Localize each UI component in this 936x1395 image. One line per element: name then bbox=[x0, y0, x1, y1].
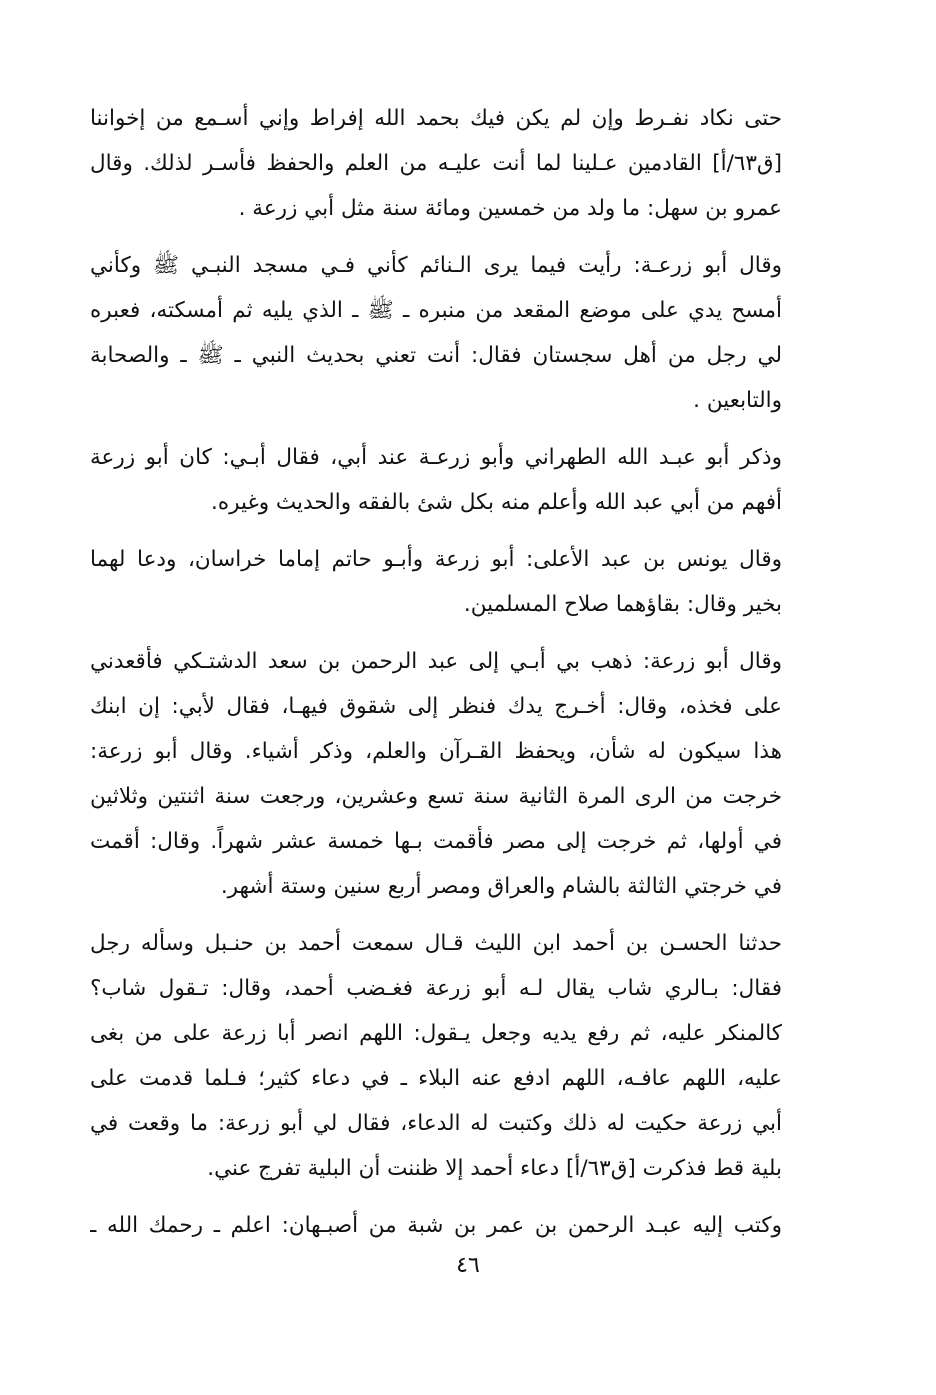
text-line: عليه، اللهم عافـه، اللهم ادفع عنه البلاء ـ في دعاء كثير؛ فـلما قدمت على bbox=[90, 1066, 782, 1091]
paragraph-5 bbox=[90, 639, 782, 909]
text-line: في خرجتي الثالثة بالشام والعراق ومصر أربع سنين وستة أشهر. bbox=[220, 874, 782, 899]
text-line: وذكر أبو عبـد الله الطهراني وأبو زرعـة عند أبي، فقال أبـي: كان أبو زرعة bbox=[90, 445, 782, 470]
paragraph-7 bbox=[90, 1203, 782, 1248]
text-line: حدثنا الحسـن بن أحمد ابن الليث قـال سمعت أحمد بن حنـبل وسأله رجل bbox=[90, 931, 782, 956]
text-line: على فخذه، وقال: أخـرج يدك فنظر إلى شقوق فيهـا، فقال لأبي: إن ابنك bbox=[90, 694, 782, 719]
text-line: وقال يونس بن عبد الأعلى: أبو زرعة وأبـو حاتم إماما خراسان، ودعا لهما bbox=[90, 547, 782, 572]
text-line: لي رجل من أهل سجستان فقال: أنت تعني بحديث النبي ـ ﷺ ـ والصحابة bbox=[90, 343, 782, 368]
text-line: هذا سيكون له شأن، ويحفظ القـرآن والعلم، وذكر أشياء. وقال أبو زرعة: bbox=[90, 739, 782, 764]
text-line: خرجت من الرى المرة الثانية سنة تسع وعشرين، ورجعت سنة اثنتين وثلاثين bbox=[90, 784, 782, 809]
text-line: فقال: بـالري شاب يقال لـه أبو زرعة فغـضب أحمد، وقال: تـقول شاب؟ bbox=[90, 976, 782, 1001]
text-line: وقال أبو زرعـة: رأيت فيما يرى الـنائم كأني فـي مسجد النبـي ﷺ وكأني bbox=[90, 253, 782, 278]
paragraph-4 bbox=[90, 537, 782, 627]
text-line: بخير وقال: بقاؤهما صلاح المسلمين. bbox=[463, 592, 782, 617]
text-line: أبي زرعة حكيت له ذلك وكتبت له الدعاء، فقال لي أبو زرعة: ما وقعت في bbox=[90, 1111, 782, 1136]
text-line: في أولها، ثم خرجت إلى مصر فأقمت بـها خمسة عشر شهراً. وقال: أقمت bbox=[90, 829, 782, 854]
paragraph-3 bbox=[90, 435, 782, 525]
paragraph-2 bbox=[90, 243, 782, 423]
text-line: وكتب إليه عبـد الرحمن بن عمر بن شبة من أصبـهان: اعلم ـ رحمك الله ـ bbox=[90, 1213, 782, 1238]
text-line: أمسح يدي على موضع المقعد من منبره ـ ﷺ ـ الذي يليه ثم أمسكته، فعبره bbox=[90, 298, 782, 323]
page-number: ٤٦ bbox=[456, 1253, 480, 1278]
text-line: عمرو بن سهل: ما ولد من خمسين ومائة سنة مثل أبي زرعة . bbox=[238, 196, 782, 221]
text-line: بلية قط فذكرت [ق٦٣/أ] دعاء أحمد إلا ظننت أن البلية تفرج عني. bbox=[207, 1156, 782, 1181]
text-line: أفهم من أبي عبد الله وأعلم منه بكل شئ بالفقه والحديث وغيره. bbox=[211, 490, 782, 515]
text-line: والتابعين . bbox=[693, 388, 782, 413]
paragraph-1 bbox=[90, 96, 782, 231]
paragraph-6 bbox=[90, 921, 782, 1191]
text-line: وقال أبو زرعة: ذهب بي أبـي إلى عبد الرحمن بن سعد الدشتـكي فأقعدني bbox=[90, 649, 782, 674]
text-line: [ق٦٣/أ] القادمين عـلينا لما أنت عليـه من العلم والحفظ فأسـر لذلك. وقال bbox=[90, 151, 782, 176]
text-line: حتى نكاد نفـرط وإن لم يكن فيك بحمد الله إفراط وإني أسـمع من إخواننا bbox=[90, 106, 782, 131]
text-line: كالمنكر عليه، ثم رفع يديه وجعل يـقول: اللهم انصر أبا زرعة على من بغى bbox=[90, 1021, 782, 1046]
page-text-block bbox=[90, 96, 782, 1260]
